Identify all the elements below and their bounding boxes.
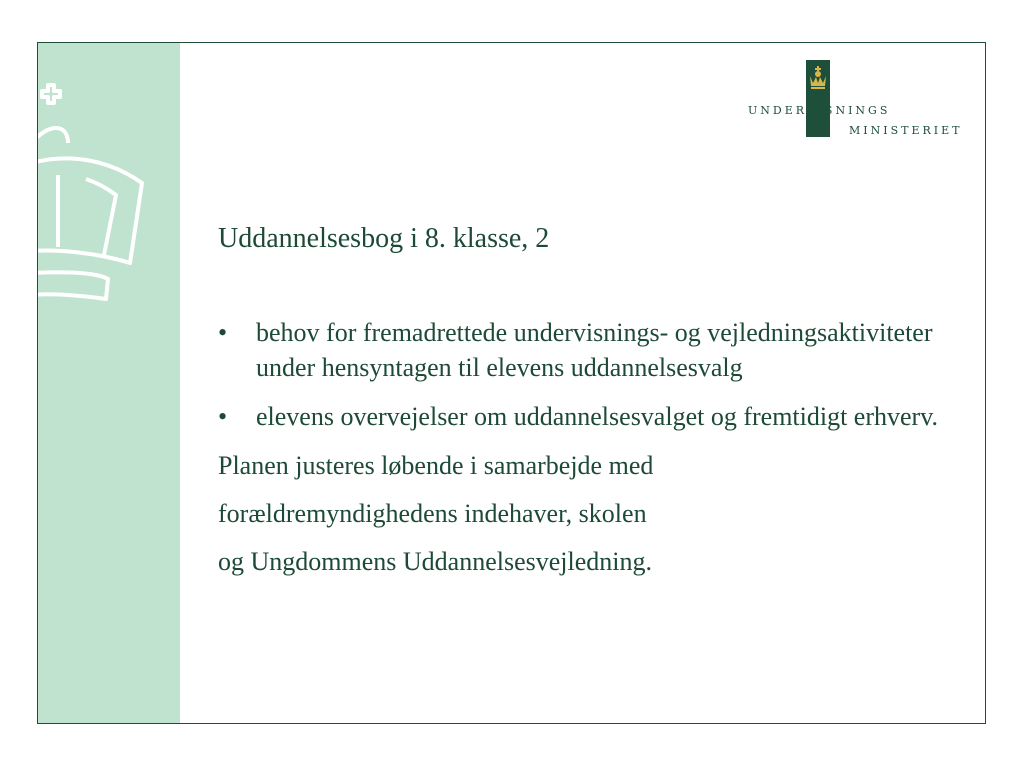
crown-outline-icon: [38, 83, 180, 343]
slide-title: Uddannelsesbog i 8. klasse, 2: [218, 223, 550, 254]
ministry-logo: [748, 60, 978, 150]
bullet-item: • elevens overvejelser om uddannelsesvalget og fremtidigt erhverv.: [218, 399, 958, 434]
logo-text-line1: UNDERVISNINGS: [748, 104, 891, 117]
slide: [37, 42, 986, 724]
bullet-item: • behov for fremadrettede undervisnings- og vejledningsaktiviteter under hensyntagen til elevens uddannelsesvalg: [218, 315, 958, 385]
side-band: [38, 43, 180, 723]
slide-body: [218, 315, 958, 586]
paragraph-line: forældremyndighedens indehaver, skolen: [218, 499, 647, 528]
bullet-list: [218, 315, 958, 434]
crown-icon: [808, 66, 828, 90]
paragraph-block: [218, 442, 958, 586]
paragraph-line: og Ungdommens Uddannelsesvejledning.: [218, 547, 652, 576]
logo-text-line2: MINISTERIET: [849, 124, 963, 137]
logo-mark: [806, 60, 830, 137]
paragraph-line: Planen justeres løbende i samarbejde med: [218, 451, 654, 480]
